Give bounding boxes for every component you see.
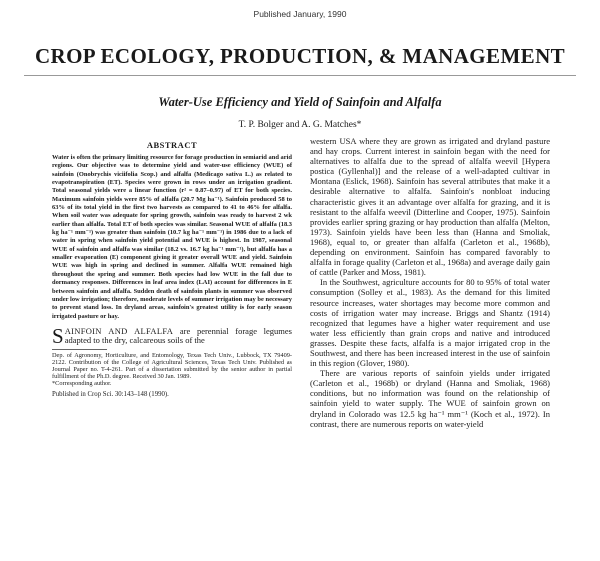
introduction-opening xyxy=(52,323,292,348)
intro-text: are perennial forage legumes adapted to the dry, calcareous soils of the xyxy=(64,325,292,346)
abstract-text: Water is often the primary limiting resource for forage production in semiarid and arid regions. Our objective was to determine yield and water-use efficiency (WUE) of sainfoin (Onobrychis viciifolia Scop.) and alfalfa (Medicago sativa L.) as related to evapotranspiration (ET). Species were grown in rows under an irrigation gradient. Total seasonal yields were a linear function (r² = 0.87–0.97) of ET for both species. Maximum sainfoin yields were 85% of alfalfa (20.7 Mg ha⁻¹). Sainfoin produced 58 to 63% of its total yield in the first two harvests as compared to 41 to 46% for alfalfa. When soil water was adequate for spring growth, sainfoin was ready to harvest 2 wk earlier than alfalfa. Total ET of both species was similar. Seasonal WUE of alfalfa (18.3 kg ha⁻¹ mm⁻¹) was greater than sainfoin (10.7 kg ha⁻¹ mm⁻¹) in 1986 due to a lack of water in spring when sainfoin yield potential and WUE is highest. In 1987, seasonal WUE of sainfoin and alfalfa was similar (18.2 vs. 16.7 kg ha⁻¹ mm⁻¹), but alfalfa has a smaller evaporation (E) component giving it greater overall WUE and yield. Sainfoin WUE was high in spring and declined in summer. Alfalfa WUE remained high throughout the spring and summer. Both species had low WUE in the fall due to dormancy responses. Differences in leaf area index (LAI) account for differences in E between sainfoin and alfalfa. Sudden death of sainfoin plants in summer was observed under low irrigation; therefore, moderate levels of summer irrigation may be necessary to prevent stand loss. In dryland areas, sainfoin's greatest utility is for early season irrigated pasture or hay. xyxy=(52,154,292,320)
affiliation-footnote xyxy=(52,352,292,387)
section-title: CROP ECOLOGY, PRODUCTION, & MANAGEMENT xyxy=(34,44,566,68)
drop-cap: S xyxy=(52,323,64,348)
intro-smallcaps: AINFOIN AND ALFALFA xyxy=(64,325,174,336)
publication-date: Published January, 1990 xyxy=(253,9,347,19)
right-column xyxy=(310,136,550,429)
corresponding-author-note: *Corresponding author. xyxy=(52,380,112,388)
left-column xyxy=(52,140,292,399)
title-divider xyxy=(24,75,576,76)
footnote-divider xyxy=(52,349,107,350)
body-paragraph: There are various reports of sainfoin yields under irrigated (Carleton et al., 1968b) or dryland (Hanna and Smoliak, 1968) conditions, but no information was found on the relationship of sainfoin yield to water supply. The WUE of sainfoin grown on dryland in Colorado was 12.5 kg ha⁻¹ mm⁻¹ (Koch et al., 1972). In contrast, there are numerous reports on water-yield xyxy=(310,368,550,429)
citation-line: Published in Crop Sci. 30:143–148 (1990). xyxy=(52,391,169,399)
affiliation-text: Dep. of Agronomy, Horticulture, and Entomology, Texas Tech Univ., Lubbock, TX 79409-2122. Contribution of the College of Agricultural Sciences, Texas Tech Univ. Published as Journal Paper no. T-4-261. Part of a dissertation submitted by the senior author in partial fulfillment of the Ph.D. degree. Received 30 Jan. 1989. xyxy=(52,351,292,380)
body-paragraph: In the Southwest, agriculture accounts for 80 to 95% of total water consumption (Solley et al., 1983). As the demand for this limited resource increases, water shortages may become more common and costs of irrigation water may increase. Briggs and Shantz (1914) recognized that legumes have a higher water requirement and use water less efficiently than grain crops and native and introduced grasses. Despite these facts, alfalfa is a major irrigated crop in the Southwest, and there has been increased interest in the use of sainfoin in this region (Glover, 1980). xyxy=(310,277,550,369)
author-line: T. P. Bolger and A. G. Matches* xyxy=(238,120,362,130)
abstract-heading: ABSTRACT xyxy=(146,140,198,150)
body-paragraph: western USA where they are grown as irrigated and dryland pasture and hay crops. Current interest in sainfoin began with the need for alternatives to alfalfa due to the spread of alfalfa weevil [Hypera postica (Gyllenhal)] and the release of a well-adapted cultivar in Montana (Eslick, 1968). Sainfoin has several attributes that make it a desirable alternative to alfalfa. Sainfoin's nonbloat inducing characteristic gives it an advantage over alfalfa for grazing, and it is resistant to the alfalfa weevil (Ditterline and Cooper, 1975). Sainfoin provides earlier spring grazing or hay production than alfalfa (Melton, 1973). Sainfoin yields have been less than (Hanna and Smoliak, 1968), equal to, or greater than alfalfa (Carleton et al., 1968b), depending on environment. Sainfoin has compared favorably to alfalfa in forage quality (Carleton et al., 1968a) and average daily gain of cattle (Parker and Moss, 1981). xyxy=(310,136,550,278)
paper-title: Water-Use Efficiency and Yield of Sainfoin and Alfalfa xyxy=(158,95,442,109)
